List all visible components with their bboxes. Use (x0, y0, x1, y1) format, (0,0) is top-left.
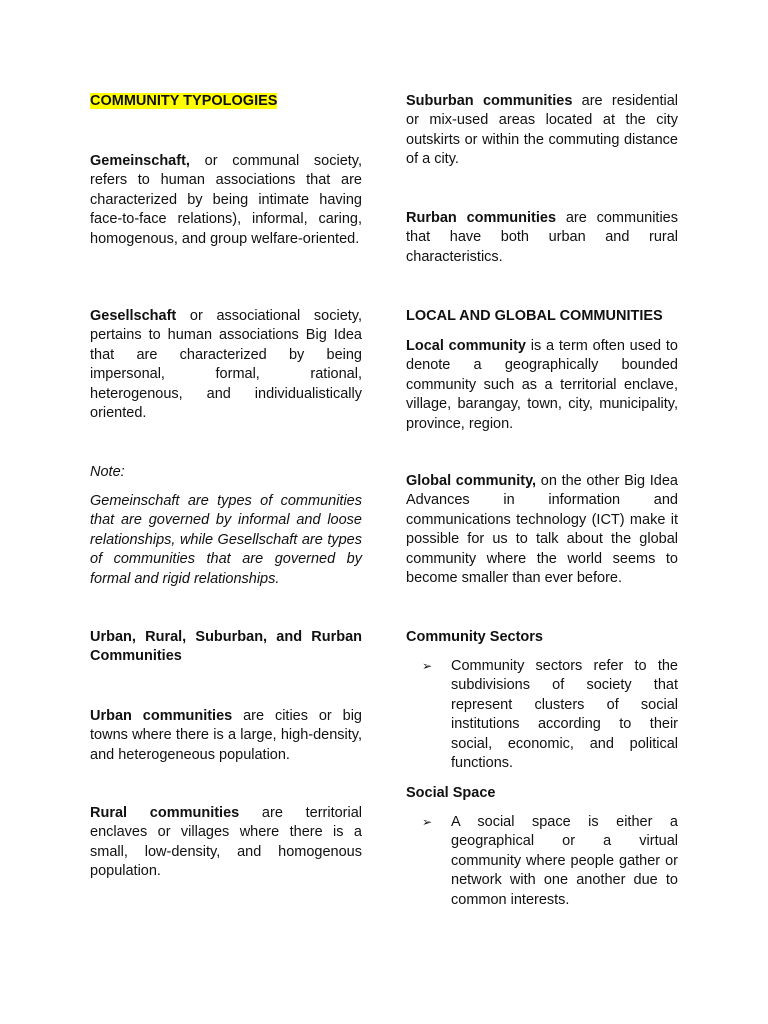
term-suburban-communities: Suburban communities (406, 93, 573, 109)
gesellschaft-definition: or associational society, pertains to human associations Big Idea that are characterized by being impersonal, formal, rational, heterogenous, and individualistically oriented. (90, 308, 362, 422)
term-rural-communities: Rural communities (90, 805, 240, 821)
gemeinschaft-definition: or communal society, refers to human associations that are characterized by being intimate having face-to-face relations), informal, caring, homogenous, and group welfare-oriented. (90, 153, 362, 247)
term-gesellschaft: Gesellschaft (90, 308, 177, 324)
term-gemeinschaft: Gemeinschaft, (90, 153, 190, 169)
local-community-paragraph (406, 337, 678, 434)
gemeinschaft-paragraph (90, 152, 362, 249)
term-urban-communities: Urban communities (90, 708, 233, 724)
urban-rural-heading: Urban, Rural, Suburban, and Rurban Communities (90, 629, 362, 665)
urban-definition: are cities or big towns where there is a large, high-density, and heterogeneous population. (90, 708, 362, 763)
global-community-paragraph (406, 472, 678, 588)
rural-definition: are territorial enclaves or villages where there is a small, low-density, and homogenous population. (90, 805, 362, 880)
social-space-heading: Social Space (406, 785, 496, 801)
term-local-community: Local community (406, 338, 526, 354)
note-label: Note: (90, 464, 125, 480)
term-rurban-communities: Rurban communities (406, 210, 557, 226)
suburban-paragraph (406, 92, 678, 170)
local-global-heading: LOCAL AND GLOBAL COMMUNITIES (406, 308, 663, 324)
urban-paragraph (90, 707, 362, 765)
note-text: Gemeinschaft are types of communities that are governed by informal and loose relationships, while Gesellschaft are types of communities that are governed by formal and rigid relationships. (90, 493, 362, 587)
arrow-bullet-icon: ➢ (422, 815, 433, 829)
social-space-text: A social space is either a geographical or a virtual community where people gather or network with one another due to common interests. (451, 814, 678, 908)
rural-paragraph (90, 804, 362, 882)
gesellschaft-paragraph (90, 307, 362, 423)
local-community-definition: is a term often used to denote a geographically bounded community such as a territorial enclave, village, barangay, town, city, municipality, province, region. (406, 338, 678, 432)
community-sectors-heading: Community Sectors (406, 629, 543, 645)
rurban-paragraph (406, 209, 678, 267)
global-community-definition: on the other Big Idea Advances in information and communications technology (ICT) make it possible for us to talk about the global community where the world seems to become smaller than ever before. (406, 473, 678, 587)
arrow-bullet-icon: ➢ (422, 659, 433, 673)
section-title-community-typologies (90, 92, 362, 111)
rurban-definition: are communities that have both urban and rural characteristics. (406, 210, 678, 265)
suburban-definition: are residential or mix-used areas located at the city outskirts or within the commuting distance of a city. (406, 93, 678, 168)
community-sectors-text: Community sectors refer to the subdivisions of society that represent clusters of social institutions according to their social, economic, and political functions. (451, 658, 678, 772)
term-global-community: Global community, (406, 473, 537, 489)
highlighted-title: COMMUNITY TYPOLOGIES (90, 93, 278, 109)
